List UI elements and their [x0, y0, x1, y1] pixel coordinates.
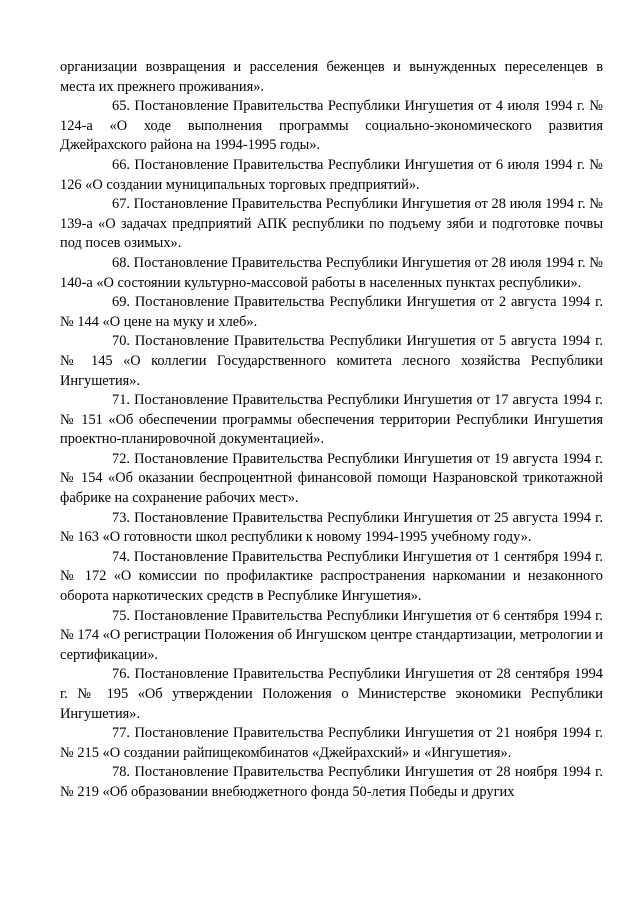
list-item: 74. Постановление Правительства Республики Ингушетия от 1 сентября 1994 г. № 172 «О комиссии по профилактике распространения наркомании и незаконного оборота наркотических средств в Республике Ингушетия». [60, 548, 603, 605]
document-page [60, 58, 603, 803]
list-item: 68. Постановление Правительства Республики Ингушетия от 28 июля 1994 г. № 140-а «О состоянии культурно-массовой работы в населенных пунктах республики». [60, 254, 603, 291]
list-item: 66. Постановление Правительства Республики Ингушетия от 6 июля 1994 г. № 126 «О создании муниципальных торговых предприятий». [60, 156, 603, 193]
list-item: 69. Постановление Правительства Республики Ингушетия от 2 августа 1994 г. № 144 «О цене на муку и хлеб». [60, 294, 603, 330]
list-item: 75. Постановление Правительства Республики Ингушетия от 6 сентября 1994 г. № 174 «О регистрации Положения об Ингушском центре стандартизации, метрологии и сертификации». [60, 607, 603, 663]
continuation-paragraph: организации возвращения и расселения беженцев и вынужденных переселенцев в места их прежнего проживания». [60, 59, 603, 95]
list-item: 67. Постановление Правительства Республики Ингушетия от 28 июля 1994 г. № 139-а «О задачах предприятий АПК республики по подъему зяби и подготовке почвы под посев озимых». [60, 196, 603, 252]
list-item: 73. Постановление Правительства Республики Ингушетия от 25 августа 1994 г. № 163 «О готовности школ республики к новому 1994-1995 учебному году». [60, 509, 603, 546]
list-item: 78. Постановление Правительства Республики Ингушетия от 28 ноября 1994 г. № 219 «Об образовании внебюджетного фонда 50-летия Победы и других [60, 764, 603, 800]
list-item: 77. Постановление Правительства Республики Ингушетия от 21 ноября 1994 г. № 215 «О создании райпищекомбинатов «Джейрахский» и «Ингушетия». [60, 725, 603, 761]
list-item: 70. Постановление Правительства Республики Ингушетия от 5 августа 1994 г. № 145 «О коллегии Государственного комитета лесного хозяйства Республики Ингушетия». [60, 333, 603, 389]
list-item: 71. Постановление Правительства Республики Ингушетия от 17 августа 1994 г. № 151 «Об обеспечении программы обеспечения территории Республики Ингушетия проектно-планировочной документацией». [60, 392, 603, 448]
list-item: 65. Постановление Правительства Республики Ингушетия от 4 июля 1994 г. № 124-а «О ходе выполнения программы социально-экономического развития Джейрахского района на 1994-1995 годы». [60, 98, 603, 154]
list-item: 76. Постановление Правительства Республики Ингушетия от 28 сентября 1994 г. № 195 «Об утверждении Положения о Министерстве экономики Республики Ингушетия». [60, 666, 603, 722]
list-item: 72. Постановление Правительства Республики Ингушетия от 19 августа 1994 г. № 154 «Об оказании беспроцентной финансовой помощи Назрановской трикотажной фабрике на сохранение рабочих мест». [60, 450, 603, 507]
